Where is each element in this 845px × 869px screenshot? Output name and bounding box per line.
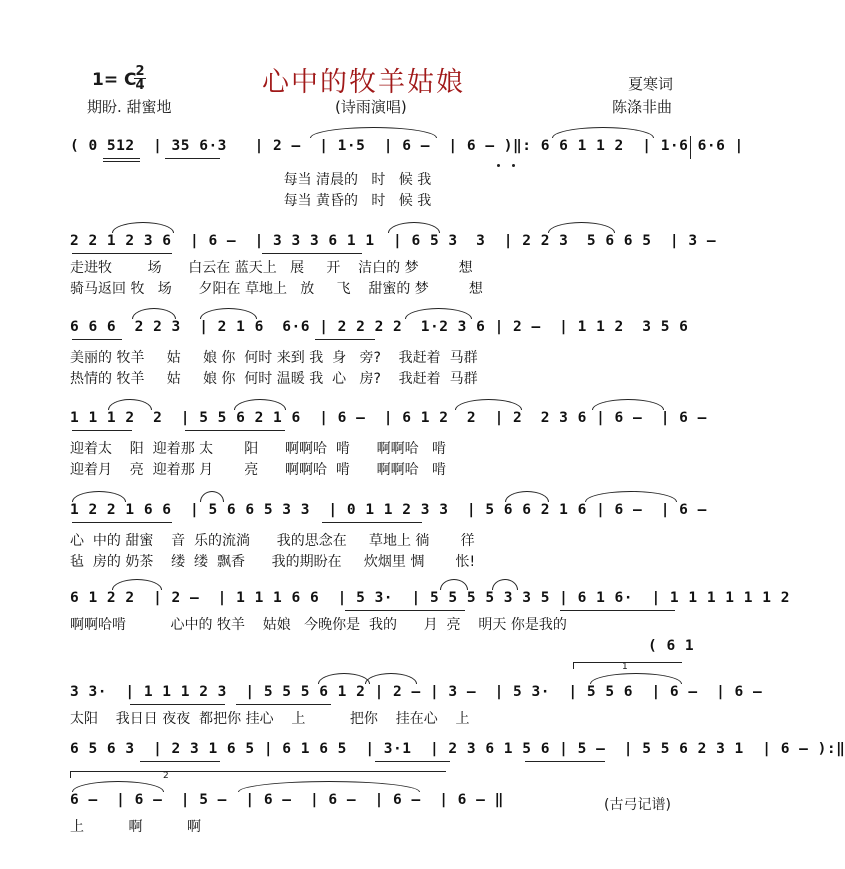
beam bbox=[140, 761, 220, 762]
slur bbox=[455, 399, 522, 410]
slur bbox=[310, 127, 437, 138]
slur bbox=[112, 579, 162, 590]
lyric-verse-1: 上 啊 啊 bbox=[70, 819, 202, 835]
slur bbox=[318, 673, 370, 684]
notes-line: 2 2 1 2 3 6 | 6 – | 3 3 3 6 1 1 | 6 5 3 3 | 2 2 3 5 6 6 5 | 3 – bbox=[70, 233, 717, 249]
beam bbox=[103, 158, 140, 159]
time-signature bbox=[134, 66, 146, 91]
slur bbox=[365, 673, 417, 684]
slur bbox=[552, 127, 654, 138]
notes-line: 6 1 2 2 | 2 – | 1 1 1 6 6 | 5 3· | 5 5 5 5 3 3 5 | 6 1 6· | 1 1 1 1 1 1 2 bbox=[70, 590, 790, 606]
slur bbox=[492, 579, 518, 590]
slur bbox=[590, 673, 682, 684]
lyric-verse-2: 热情的 牧羊 姑 娘 你 何时 温暖 我 心 房? 我赶着 马群 bbox=[70, 371, 478, 387]
time-signature-top: 2 bbox=[135, 64, 145, 79]
slur bbox=[388, 222, 440, 233]
slur bbox=[132, 308, 176, 319]
beam bbox=[315, 339, 375, 340]
beam bbox=[375, 761, 450, 762]
slur bbox=[200, 308, 257, 319]
volta-first-ending bbox=[573, 662, 682, 672]
lyric-verse-2: 迎着月 亮 迎着那 月 亮 啊啊哈 啃 啊啊哈 啃 bbox=[70, 462, 446, 478]
time-signature-bottom: 4 bbox=[135, 78, 145, 93]
beam bbox=[103, 161, 140, 162]
beam bbox=[345, 610, 465, 611]
notes-line: 1 1 1 2 2 | 5 5 6 2 1 6 | 6 – | 6 1 2 2 | 2 2 3 6 | 6 – | 6 – bbox=[70, 410, 707, 426]
performer: (诗雨演唱) bbox=[335, 98, 407, 116]
slur bbox=[108, 399, 152, 410]
composer: 陈涤非曲 bbox=[612, 98, 673, 116]
slur bbox=[440, 579, 468, 590]
slur bbox=[405, 308, 472, 319]
notes-line: 6 5 6 3 | 2 3 1 6 5 | 6 1 6 5 | 3·1 | 2 3 6 1 5 6 | 5 – | 5 5 6 2 3 1 | 6 – ):‖ bbox=[70, 741, 845, 757]
slur bbox=[238, 781, 420, 792]
pickup-notes: ( 6 1 bbox=[648, 638, 695, 654]
volta-number: 2 bbox=[163, 771, 169, 781]
low-octave-dot bbox=[497, 164, 500, 167]
lyric-verse-1: 心 中的 甜蜜 音 乐的流淌 我的思念在 草地上 徜 徉 bbox=[70, 533, 475, 549]
beam bbox=[72, 430, 132, 431]
volta-second-ending bbox=[70, 771, 446, 781]
lyric-verse-1: 美丽的 牧羊 姑 娘 你 何时 来到 我 身 旁? 我赶着 马群 bbox=[70, 350, 478, 366]
notes-line: 6 – | 6 – | 5 – | 6 – | 6 – | 6 – | 6 – ‖ bbox=[70, 792, 504, 808]
beam bbox=[185, 430, 285, 431]
beam bbox=[72, 253, 172, 254]
beam bbox=[130, 704, 225, 705]
slur bbox=[200, 491, 224, 502]
notation-credit: (古弓记谱) bbox=[604, 797, 671, 813]
key-signature: 1= C bbox=[92, 70, 137, 90]
notes-line: 1 2 2 1 6 6 | 5 6 6 5 3 3 | 0 1 1 2 3 3 | 5 6 6 2 1 6 | 6 – | 6 – bbox=[70, 502, 707, 518]
beam bbox=[72, 339, 122, 340]
lyric-verse-1: 走进牧 场 白云在 蓝天上 展 开 洁白的 梦 想 bbox=[70, 260, 473, 276]
slur bbox=[592, 399, 664, 410]
slur bbox=[548, 222, 615, 233]
low-octave-dot bbox=[512, 164, 515, 167]
notes-line: 3 3· | 1 1 1 2 3 | 5 5 5 6 1 2 | 2 – | 3 – | 5 3· | 5 5 6 | 6 – | 6 – bbox=[70, 684, 763, 700]
lyricist: 夏寒词 bbox=[628, 75, 674, 93]
beam bbox=[322, 522, 422, 523]
beam bbox=[525, 761, 605, 762]
notes-line: 6 6 6 2 2 3 | 2 1 6 6·6 | 2 2 2 2 1·2 3 6 | 2 – | 1 1 2 3 5 6 bbox=[70, 319, 689, 335]
beam bbox=[262, 253, 362, 254]
volta-number: 1 bbox=[622, 662, 628, 672]
uploader: 期盼. 甜蜜地 bbox=[87, 98, 172, 116]
song-title: 心中的牧羊姑娘 bbox=[262, 67, 465, 98]
lyric-verse-1: 迎着太 阳 迎着那 太 阳 啊啊哈 啃 啊啊哈 啃 bbox=[70, 441, 446, 457]
bar-line bbox=[690, 136, 691, 159]
beam bbox=[236, 704, 331, 705]
slur bbox=[72, 491, 126, 502]
beam bbox=[165, 158, 220, 159]
lyric-verse-2: 毡 房的 奶茶 缕 缕 飘香 我的期盼在 炊烟里 惆 怅! bbox=[70, 554, 476, 570]
slur bbox=[112, 222, 174, 233]
lyric-verse-2: 骑马返回 牧 场 夕阳在 草地上 放 飞 甜蜜的 梦 想 bbox=[70, 281, 483, 297]
slur bbox=[585, 491, 677, 502]
slur bbox=[234, 399, 286, 410]
lyric-verse-1: 太阳 我日日 夜夜 都把你 挂心 上 把你 挂在心 上 bbox=[70, 711, 470, 727]
beam bbox=[560, 610, 675, 611]
lyric-verse-1: 每当 清晨的 时 候 我 bbox=[70, 172, 432, 188]
beam bbox=[72, 522, 172, 523]
notes-line: ( 0 512 | 35 6·3 | 2 – | 1·5 | 6 – | 6 – )‖: 6 6 1 1 2 | 1·6 6·6 | bbox=[70, 138, 744, 154]
slur bbox=[72, 781, 164, 792]
lyric-verse-2: 每当 黄昏的 时 候 我 bbox=[70, 193, 432, 209]
lyric-verse-1: 啊啊哈啃 心中的 牧羊 姑娘 今晚你是 我的 月 亮 明天 你是我的 bbox=[70, 617, 567, 633]
slur bbox=[505, 491, 549, 502]
